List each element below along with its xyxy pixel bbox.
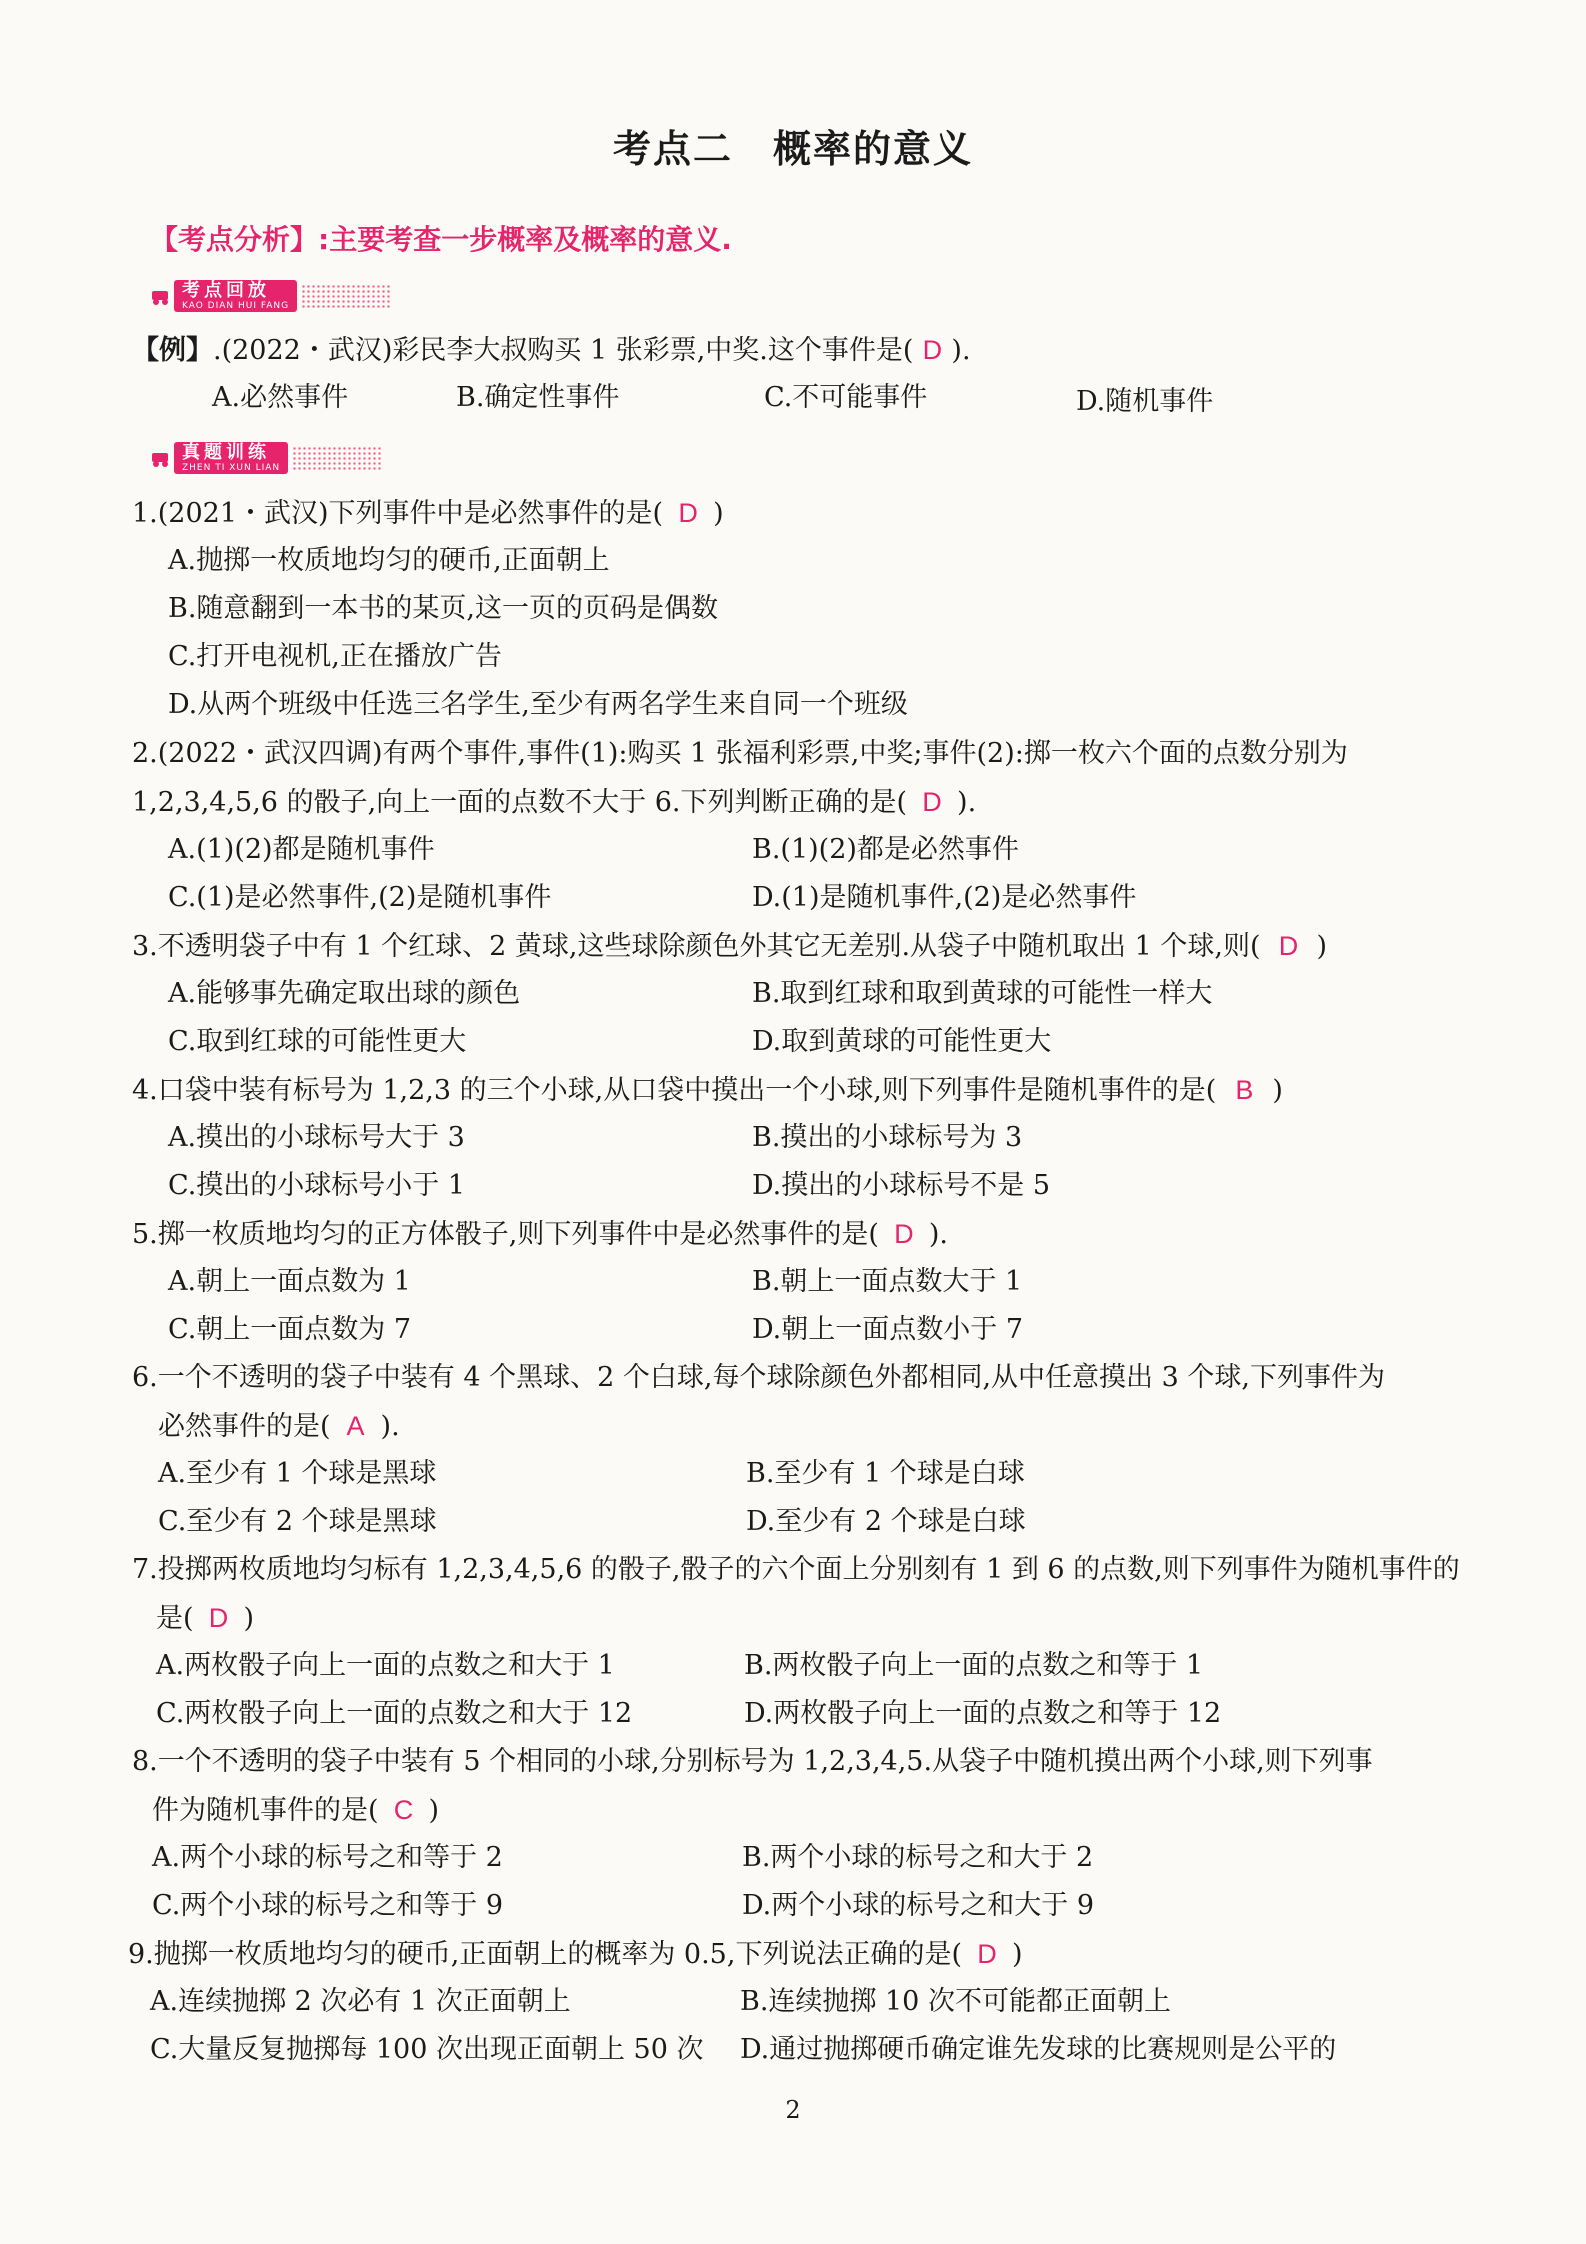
- question-5-stem: 5.掷一枚质地均匀的正方体骰子,则下列事件中是必然事件的是( D ).: [132, 1219, 949, 1250]
- dots-decoration: [301, 284, 391, 308]
- question-3-option-c: C.取到红球的可能性更大: [168, 1026, 467, 1057]
- example-option-b: B.确定性事件: [456, 382, 620, 413]
- bleed-through-decoration: [930, 440, 959, 545]
- question-4-option-b: B.摸出的小球标号为 3: [752, 1122, 1023, 1153]
- question-9-answer: D: [977, 1939, 997, 1969]
- question-3-answer: D: [1278, 931, 1299, 961]
- topic-analysis: 【考点分析】:主要考查一步概率及概率的意义.: [150, 223, 732, 256]
- question-9-option-a: A.连续抛掷 2 次必有 1 次正面朝上: [150, 1986, 571, 2017]
- badge-practice: [150, 438, 382, 478]
- example-option-d: D.随机事件: [1076, 386, 1214, 417]
- question-6-option-b: B.至少有 1 个球是白球: [746, 1458, 1025, 1489]
- page-number: 2: [785, 2096, 801, 2124]
- question-2-option-d: D.(1)是随机事件,(2)是必然事件: [752, 882, 1137, 913]
- question-8-option-c: C.两个小球的标号之和等于 9: [152, 1890, 504, 1921]
- question-2-option-b: B.(1)(2)都是必然事件: [752, 834, 1019, 865]
- question-7-option-b: B.两枚骰子向上一面的点数之和等于 1: [744, 1650, 1204, 1681]
- question-1-option-c: C.打开电视机,正在播放广告: [168, 641, 502, 672]
- example-option-a: A.必然事件: [212, 382, 349, 413]
- question-8-option-b: B.两个小球的标号之和大于 2: [742, 1842, 1094, 1873]
- question-7-stem-line1: 7.投掷两枚质地均匀标有 1,2,3,4,5,6 的骰子,骰子的六个面上分别刻有 1 到 6 的点数,则下列事件为随机事件的: [132, 1554, 1460, 1585]
- question-7-stem-line2: 是( D ): [156, 1603, 255, 1634]
- question-9-option-b: B.连续抛掷 10 次不可能都正面朝上: [740, 1986, 1171, 2017]
- question-3-stem: 3.不透明袋子中有 1 个红球、2 黄球,这些球除颜色外其它无差别.从袋子中随机取出 1 个球,则( D ): [132, 931, 1328, 962]
- question-3-option-d: D.取到黄球的可能性更大: [752, 1026, 1052, 1057]
- question-4-option-d: D.摸出的小球标号不是 5: [752, 1170, 1051, 1201]
- badge-review-title: 考点回放: [182, 280, 270, 301]
- question-6-stem-line1: 6.一个不透明的袋子中装有 4 个黑球、2 个白球,每个球除颜色外都相同,从中任意摸出 3 个球,下列事件为: [132, 1362, 1385, 1393]
- question-1-option-a: A.抛掷一枚质地均匀的硬币,正面朝上: [168, 545, 610, 576]
- badge-review: [150, 276, 391, 316]
- question-8-stem-line1: 8.一个不透明的袋子中装有 5 个相同的小球,分别标号为 1,2,3,4,5.从袋子中随机摸出两个小球,则下列事: [132, 1746, 1373, 1777]
- question-1-option-b: B.随意翻到一本书的某页,这一页的页码是偶数: [168, 593, 719, 624]
- example-option-c: C.不可能事件: [764, 382, 928, 413]
- question-9-stem: 9.抛掷一枚质地均匀的硬币,正面朝上的概率为 0.5,下列说法正确的是( D ): [128, 1939, 1023, 1970]
- question-5-option-a: A.朝上一面点数为 1: [168, 1266, 411, 1297]
- question-7-answer: D: [208, 1603, 229, 1633]
- question-5-option-d: D.朝上一面点数小于 7: [752, 1314, 1024, 1345]
- question-8-option-a: A.两个小球的标号之和等于 2: [152, 1842, 503, 1873]
- question-1-answer: D: [678, 498, 698, 528]
- example-line: 【例】.(2022・武汉)彩民李大叔购买 1 张彩票,中奖.这个事件是( D ).: [132, 335, 971, 366]
- question-2-option-a: A.(1)(2)都是随机事件: [168, 834, 435, 865]
- car-icon: [150, 447, 172, 469]
- question-6-option-d: D.至少有 2 个球是白球: [746, 1506, 1026, 1537]
- question-5-answer: D: [894, 1219, 914, 1249]
- question-7-option-c: C.两枚骰子向上一面的点数之和大于 12: [156, 1698, 633, 1729]
- page-title: 考点二 概率的意义: [612, 127, 973, 171]
- question-8-option-d: D.两个小球的标号之和大于 9: [742, 1890, 1095, 1921]
- badge-practice-pinyin: ZHEN TI XUN LIAN: [182, 463, 281, 473]
- badge-practice-title: 真题训练: [182, 442, 270, 463]
- question-4-stem: 4.口袋中装有标号为 1,2,3 的三个小球,从口袋中摸出一个小球,则下列事件是随机事件的是( B ): [132, 1075, 1283, 1106]
- question-1-stem: 1.(2021・武汉)下列事件中是必然事件的是( D ): [132, 498, 724, 529]
- question-7-option-a: A.两枚骰子向上一面的点数之和大于 1: [156, 1650, 615, 1681]
- question-2-stem-line1: 2.(2022・武汉四调)有两个事件,事件(1):购买 1 张福利彩票,中奖;事件(2):掷一枚六个面的点数分别为: [132, 738, 1348, 769]
- badge-review-pinyin: KAO DIAN HUI FANG: [182, 301, 290, 311]
- question-6-stem-line2: 必然事件的是( A ).: [158, 1411, 400, 1442]
- question-5-option-b: B.朝上一面点数大于 1: [752, 1266, 1023, 1297]
- question-3-option-a: A.能够事先确定取出球的颜色: [168, 978, 521, 1009]
- question-8-answer: C: [393, 1795, 414, 1825]
- question-1-option-d: D.从两个班级中任选三名学生,至少有两名学生来自同一个班级: [168, 689, 908, 720]
- question-2-answer: D: [922, 787, 942, 817]
- dots-decoration: [292, 446, 382, 470]
- question-9-option-c: C.大量反复抛掷每 100 次出现正面朝上 50 次: [150, 2034, 704, 2065]
- question-4-answer: B: [1235, 1075, 1254, 1105]
- question-3-option-b: B.取到红球和取到黄球的可能性一样大: [752, 978, 1213, 1009]
- question-2-stem-line2: 1,2,3,4,5,6 的骰子,向上一面的点数不大于 6.下列判断正确的是( D ).: [132, 787, 977, 818]
- question-8-stem-line2: 件为随机事件的是( C ): [152, 1795, 440, 1826]
- question-5-option-c: C.朝上一面点数为 7: [168, 1314, 412, 1345]
- example-answer: D: [922, 335, 943, 365]
- question-9-option-d: D.通过抛掷硬币确定谁先发球的比赛规则是公平的: [740, 2034, 1337, 2065]
- question-4-option-a: A.摸出的小球标号大于 3: [168, 1122, 465, 1153]
- question-6-option-a: A.至少有 1 个球是黑球: [158, 1458, 437, 1489]
- question-7-option-d: D.两枚骰子向上一面的点数之和等于 12: [744, 1698, 1222, 1729]
- car-icon: [150, 285, 172, 307]
- question-6-option-c: C.至少有 2 个球是黑球: [158, 1506, 437, 1537]
- question-2-option-c: C.(1)是必然事件,(2)是随机事件: [168, 882, 552, 913]
- question-6-answer: A: [346, 1411, 365, 1441]
- question-4-option-c: C.摸出的小球标号小于 1: [168, 1170, 466, 1201]
